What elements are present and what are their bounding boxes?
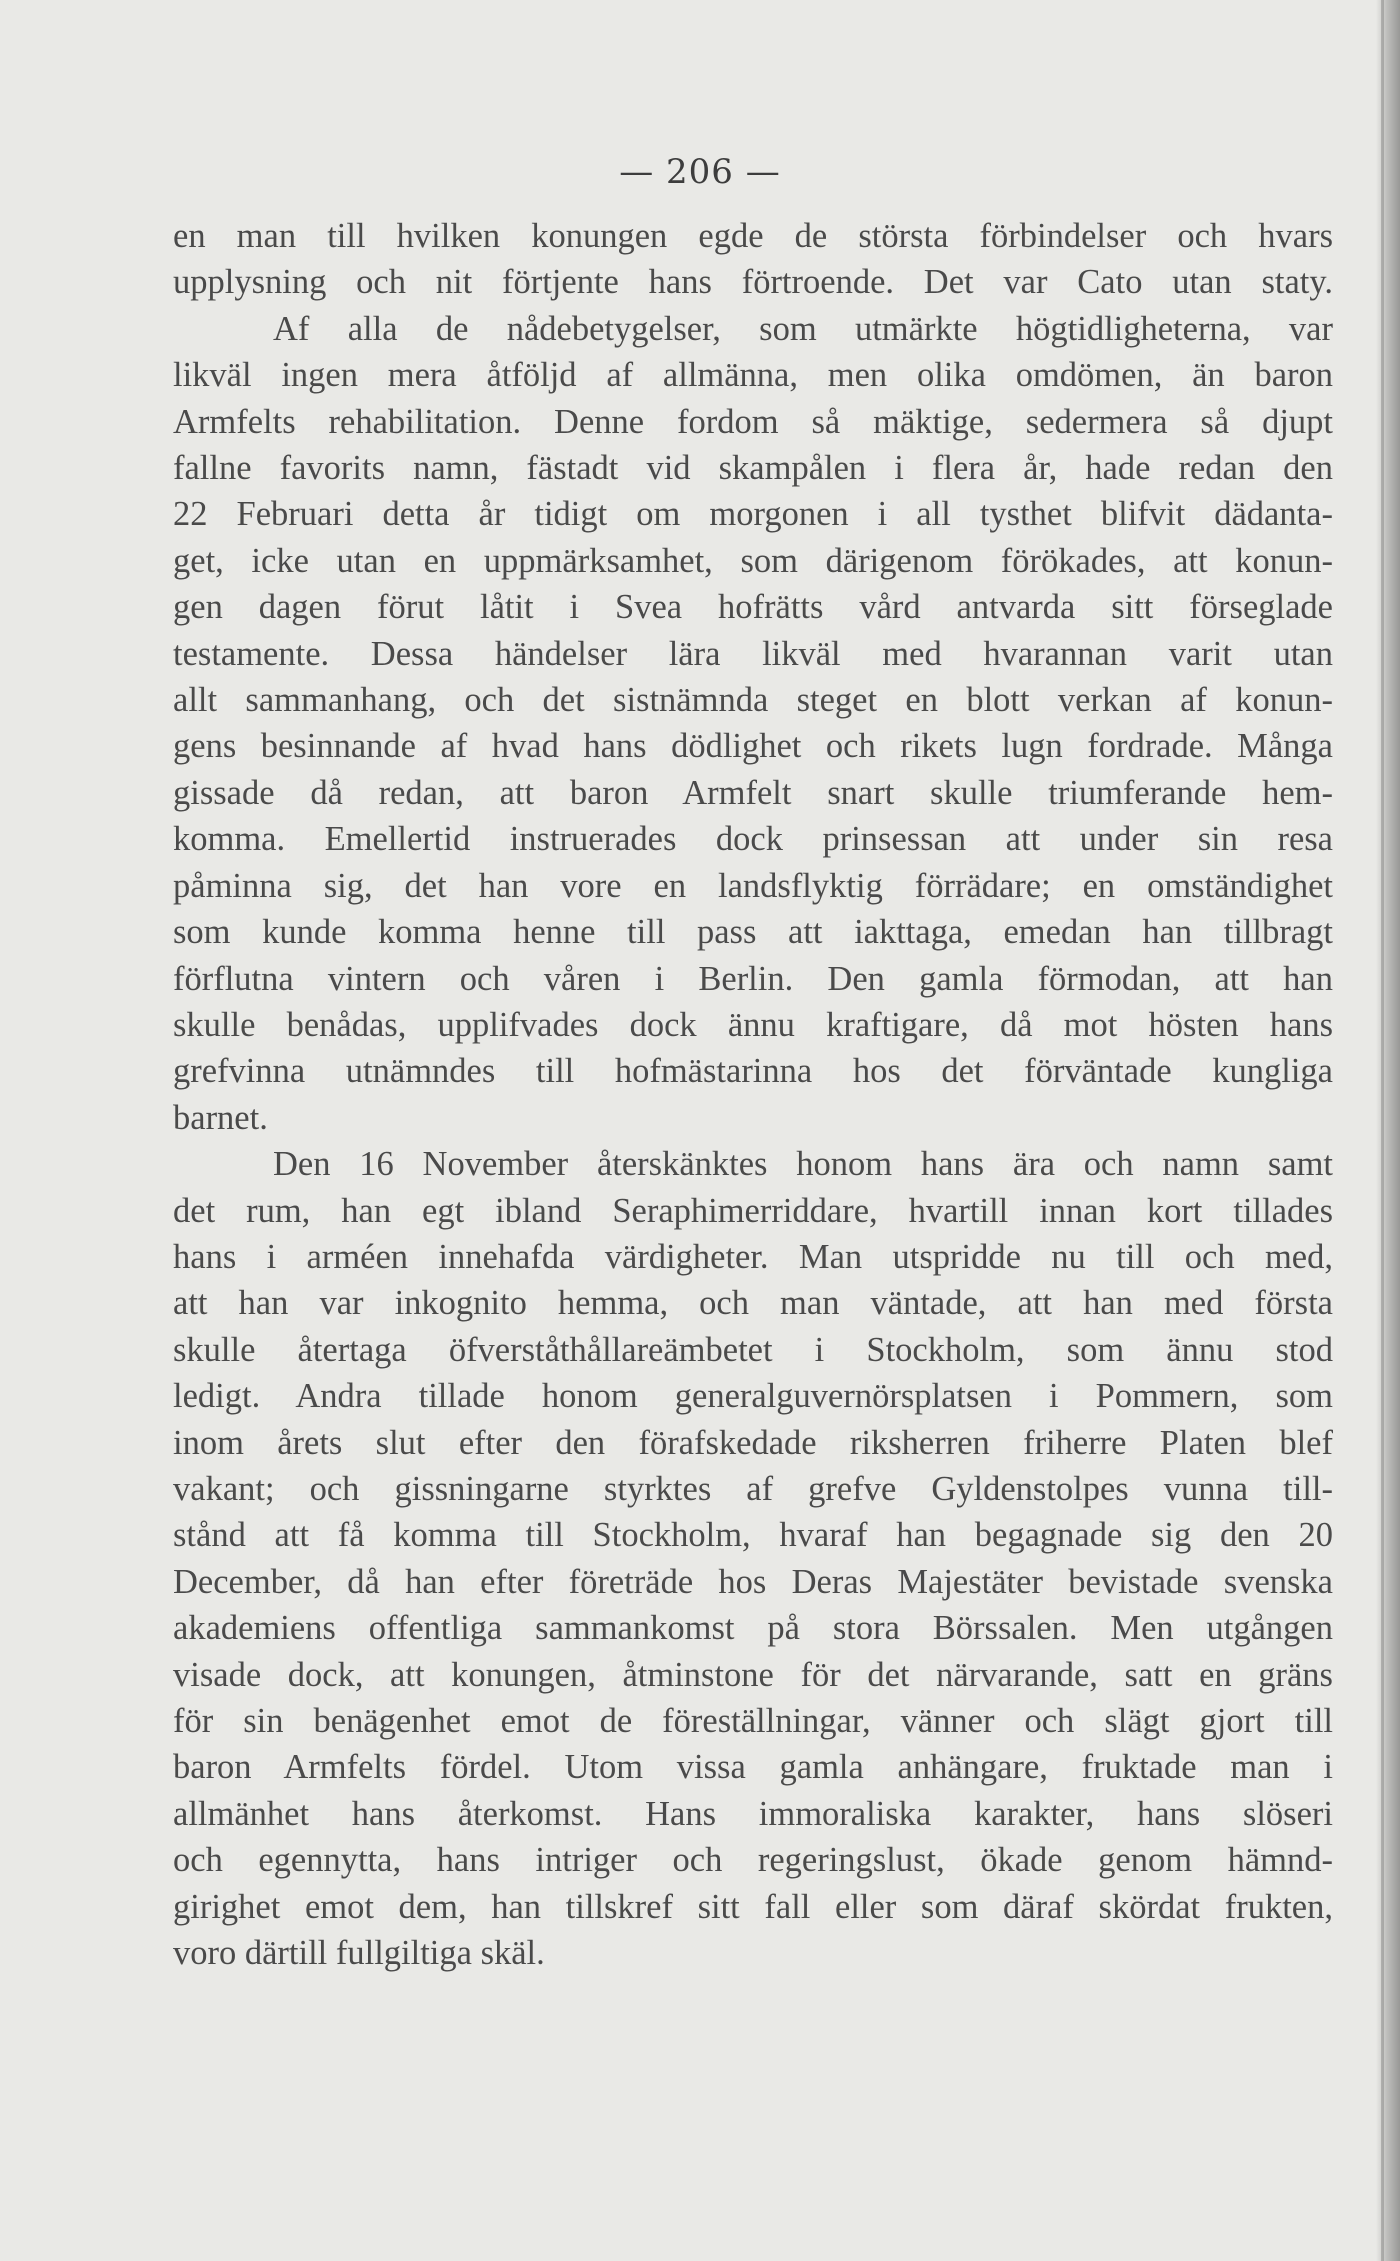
text-line: förflutna vintern och våren i Berlin. Den gamla förmodan, att han [173,959,1333,998]
text-line: och egennytta, hans intriger och regeringslust, ökade genom hämnd- [173,1841,1333,1880]
text-line: akademiens offentliga sammankomst på stora Börssalen. Men utgången [173,1609,1333,1648]
text-line: get, icke utan en uppmärksamhet, som därigenom förökades, att konun- [173,541,1333,580]
text-line: Armfelts rehabilitation. Denne fordom så mäktige, sedermera så djupt [173,402,1333,441]
text-line: gens besinnande af hvad hans dödlighet och rikets lugn fordrade. Många [173,727,1333,766]
text-line: hans i arméen innehafda värdigheter. Man utspridde nu till och med, [173,1237,1333,1276]
text-line: visade dock, att konungen, åtminstone för det närvarande, satt en gräns [173,1655,1333,1694]
text-line: gen dagen förut låtit i Svea hofrätts vård antvarda sitt förseglade [173,588,1333,627]
text-line: girighet emot dem, han tillskref sitt fall eller som däraf skördat frukten, [173,1887,1333,1926]
text-line: barnet. [173,1098,268,1137]
text-line: allt sammanhang, och det sistnämnda steget en blott verkan af konun- [173,681,1333,720]
text-line: det rum, han egt ibland Seraphimerriddare, hvartill innan kort tillades [173,1191,1333,1230]
text-line: stånd att få komma till Stockholm, hvaraf han begagnade sig den 20 [173,1516,1333,1555]
text-line: grefvinna utnämndes till hofmästarinna hos det förväntade kungliga [173,1052,1333,1091]
text-line: vakant; och gissningarne styrktes af grefve Gyldenstolpes vunna till- [173,1469,1333,1508]
text-line: att han var inkognito hemma, och man väntade, att han med första [173,1284,1333,1323]
text-line: Af alla de nådebetygelser, som utmärkte högtidligheterna, var [273,309,1333,348]
text-line: testamente. Dessa händelser lära likväl med hvarannan varit utan [173,634,1333,673]
text-line: Den 16 November återskänktes honom hans ära och namn samt [273,1145,1333,1184]
text-line: inom årets slut efter den förafskedade riksherren friherre Platen blef [173,1423,1333,1462]
text-line: en man till hvilken konungen egde de största förbindelser och hvars [173,217,1333,255]
text-line: voro därtill fullgiltiga skäl. [173,1934,545,1973]
text-line: som kunde komma henne till pass att iakttaga, emedan han tillbragt [173,913,1333,952]
body-text [173,213,1333,1976]
text-line: fallne favorits namn, fästadt vid skampålen i flera år, hade redan den [173,449,1333,488]
text-line: skulle benådas, upplifvades dock ännu kraftigare, då mot hösten hans [173,1005,1333,1044]
text-line: 22 Februari detta år tidigt om morgonen i all tysthet blifvit dädanta- [173,495,1333,534]
text-line: allmänhet hans återkomst. Hans immoraliska karakter, hans slöseri [173,1794,1333,1833]
text-line: upplysning och nit förtjente hans förtroende. Det var Cato utan staty. [173,263,1333,302]
text-line: gissade då redan, att baron Armfelt snart skulle triumferande hem- [173,773,1333,812]
text-line: likväl ingen mera åtföljd af allmänna, men olika omdömen, än baron [173,356,1333,395]
text-line: påminna sig, det han vore en landsflyktig förrädare; en omständighet [173,866,1333,905]
page-edge-shadow [1376,0,1400,2261]
text-line: skulle återtaga öfverståthållareämbetet i Stockholm, som ännu stod [173,1330,1333,1369]
page-number: — 206 — [619,152,781,192]
text-line: ledigt. Andra tillade honom generalguvernörsplatsen i Pommern, som [173,1377,1333,1416]
text-line: för sin benägenhet emot de föreställningar, vänner och slägt gjort till [173,1702,1333,1740]
text-line: December, då han efter företräde hos Deras Majestäter bevistade svenska [173,1562,1333,1601]
text-line: komma. Emellertid instruerades dock prinsessan att under sin resa [173,820,1333,859]
text-line: baron Armfelts fördel. Utom vissa gamla anhängare, fruktade man i [173,1748,1333,1787]
page-edge-line [1381,0,1384,2261]
